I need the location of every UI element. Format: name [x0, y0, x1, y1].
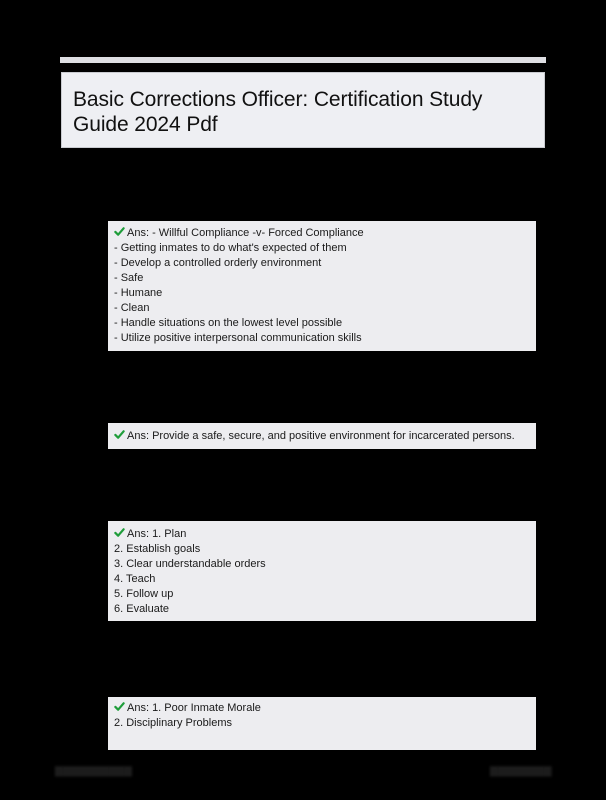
answer-line: 4. Teach	[114, 573, 156, 585]
page-title	[73, 87, 534, 137]
check-icon	[114, 701, 125, 712]
footer-page-redacted: ▇▇▇▇▇▇▇▇	[490, 766, 552, 777]
page-title-line-2: Guide 2024 Pdf	[73, 113, 218, 136]
answer-box-2	[108, 423, 536, 449]
answer-line: 6. Evaluate	[114, 603, 170, 615]
answer-box-4	[108, 697, 536, 750]
check-icon	[114, 429, 125, 440]
check-icon	[114, 527, 125, 538]
answer-line: Ans: 1. Plan	[114, 527, 530, 542]
answer-line: 2. Establish goals	[114, 543, 201, 555]
header-rule	[60, 57, 546, 63]
answer-line: 5. Follow up	[114, 588, 174, 600]
footer-brand-redacted: ▇▇▇▇▇▇▇▇▇▇	[55, 766, 132, 777]
answer-line: - Utilize positive interpersonal communication skills	[114, 332, 362, 344]
answer-line: 3. Clear understandable orders	[114, 558, 266, 570]
title-box	[61, 72, 545, 148]
answer-line: Ans: Provide a safe, secure, and positive environment for incarcerated persons.	[114, 429, 530, 444]
answer-line: - Getting inmates to do what's expected of them	[114, 242, 347, 254]
answer-line: Ans: 1. Poor Inmate Morale	[114, 701, 530, 716]
answer-line: - Clean	[114, 302, 150, 314]
answer-line: - Handle situations on the lowest level possible	[114, 317, 343, 329]
answer-line: - Develop a controlled orderly environment	[114, 257, 322, 269]
answer-line: - Humane	[114, 287, 163, 299]
answer-box-1	[108, 221, 536, 351]
answer-line: - Safe	[114, 272, 144, 284]
answer-line: 2. Disciplinary Problems	[114, 717, 232, 729]
page-title-line-1: Basic Corrections Officer: Certification Study	[73, 88, 483, 111]
answer-box-3	[108, 521, 536, 621]
check-icon	[114, 226, 125, 237]
answer-line: Ans: - Willful Compliance -v- Forced Compliance	[114, 226, 530, 241]
